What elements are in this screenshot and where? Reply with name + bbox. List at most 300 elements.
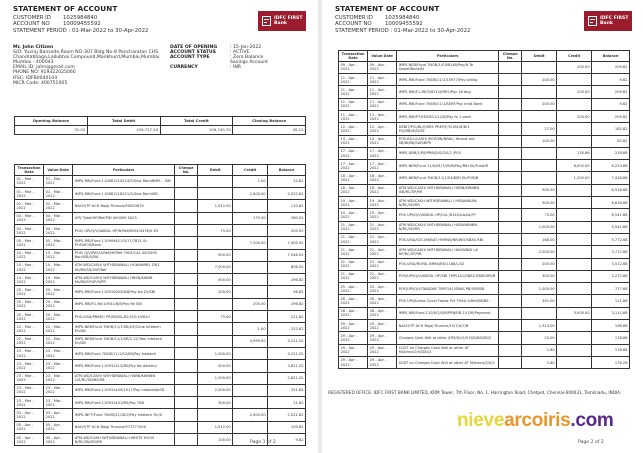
watermark-part2: arcoiris <box>504 410 571 431</box>
balance-cell: 7,046.02 <box>268 249 306 261</box>
debit-cell <box>198 188 233 200</box>
customer-micr: MICR Code: 400751005 <box>13 80 68 86</box>
particulars-cell: NACH/TP ACH Bajaj Finance/977277000 <box>73 421 175 433</box>
particulars-cell: IMPS-NEB/Fund 7NOB/11/1/S3/8/BI Sh/PCB/B <box>397 172 499 184</box>
debit-cell: 1.80 <box>522 344 557 356</box>
balance-cell: 6,516.68 <box>592 184 630 196</box>
table-row <box>339 233 630 245</box>
value-date-cell: 11 - Apr - 2022 <box>368 98 397 110</box>
cheque-no-cell <box>499 160 522 172</box>
credit-cell <box>233 311 268 323</box>
cheque-no-cell <box>499 98 522 110</box>
cheque-no-cell <box>499 283 522 295</box>
table-row <box>339 123 630 135</box>
credit-cell: 2,000.00 <box>233 188 268 200</box>
table-row <box>339 98 630 110</box>
period-label: STATEMENT PERIOD <box>13 27 67 34</box>
value-date-cell: 20 - Mar - 2022 <box>44 286 73 298</box>
bank-logo-icon <box>588 16 597 26</box>
value-date-cell: 05 - Mar - 2022 <box>44 237 73 249</box>
account-type-label: ACCOUNT TYPE <box>170 55 210 61</box>
balance-cell: 221.82 <box>268 311 306 323</box>
credit-cell <box>233 224 268 236</box>
transaction-date-cell: 23 - Mar - 2022 <box>15 397 44 409</box>
table-row <box>15 286 306 298</box>
balance-cell: 777.68 <box>592 283 630 295</box>
particulars-cell: NACH/TP ACH Bajaj Finance/15/7/A/7/B <box>397 320 499 332</box>
bank-logo <box>584 11 632 31</box>
cheque-no-cell <box>499 61 522 73</box>
customer-phone: PHONE NO: 919322025060 <box>13 70 76 76</box>
bank-logo <box>258 11 306 31</box>
summary-header: Opening Balance <box>15 117 88 126</box>
value-date-cell: 29 - Apr - 2022 <box>368 332 397 344</box>
value-date-cell: 23 - Mar - 2022 <box>44 397 73 409</box>
table-row <box>339 184 630 196</box>
cheque-no-cell <box>499 258 522 270</box>
transaction-date-cell: 19 - Apr - 2022 <box>339 197 368 209</box>
currency-label: CURRENCY <box>170 65 198 71</box>
account-status: : ACTIVE <box>230 50 250 56</box>
cheque-no-cell <box>499 123 522 135</box>
col-credit: Credit <box>233 165 268 176</box>
balance-cell: 110.62 <box>268 200 306 212</box>
cheque-no-cell <box>499 344 522 356</box>
value-date-cell: 01 - Mar - 2022 <box>44 188 73 200</box>
transaction-date-cell: 18 - Apr - 2022 <box>339 184 368 196</box>
balance-cell: 296.82 <box>268 274 306 286</box>
statement-meta <box>13 15 148 34</box>
credit-cell: 3,000.00 <box>557 307 592 319</box>
balance-cell: 205.92 <box>268 224 306 236</box>
cheque-no-cell <box>175 200 198 212</box>
debit-cell <box>522 86 557 98</box>
table-row <box>339 258 630 270</box>
debit-cell: 900.00 <box>198 249 233 261</box>
debit-cell: 500.00 <box>198 360 233 372</box>
balance-cell: 109.82 <box>268 421 306 433</box>
debit-cell <box>522 147 557 159</box>
transaction-date-cell: 22 - Mar - 2022 <box>15 335 44 347</box>
page-number: Page 1 of 2 <box>250 440 276 445</box>
value-date-cell: 20 - Mar - 2022 <box>44 311 73 323</box>
balance-cell: 296.82 <box>268 298 306 310</box>
debit-cell: 1,000.00 <box>198 372 233 384</box>
credit-cell <box>233 397 268 409</box>
debit-cell <box>198 409 233 421</box>
particulars-cell: ATM-WD/CASH/ WITHDRAWAL/ HAOWNDI LA NP/RC/SP/RR <box>397 246 499 258</box>
cheque-no-cell <box>175 237 198 249</box>
debit-cell <box>522 172 557 184</box>
table-row <box>15 175 306 187</box>
credit-cell <box>557 246 592 258</box>
balance-cell: 178.88 <box>592 332 630 344</box>
particulars-cell: IMPS-RIB/Fund 7NOB/11/1/SEEP/Pay Infot Bank <box>397 98 499 110</box>
balance-cell: 182.82 <box>592 123 630 135</box>
total-credit: 109,740.70 <box>160 126 233 135</box>
credit-cell <box>233 421 268 433</box>
balance-cell: 22.62 <box>268 175 306 187</box>
cheque-no-cell <box>175 212 198 224</box>
statement-title: STATEMENT OF ACCOUNT <box>335 4 440 13</box>
particulars-cell: ATM-WD/CASH WITHDRAWAL/ / HSBANKIAN N/RC/SD/RR <box>397 197 499 209</box>
balance-cell: 178.88 <box>592 344 630 356</box>
transaction-date-cell: 11 - Apr - 2022 <box>339 86 368 98</box>
credit-cell <box>233 372 268 384</box>
transaction-date-cell: 23 - Mar - 2022 <box>15 384 44 396</box>
table-row <box>339 344 630 356</box>
transactions-table-page-1 <box>14 164 306 446</box>
table-row <box>339 110 630 122</box>
particulars-cell: IMPS-RIB/Fund 7NOB/11/1/S2/BS/Pay Infotech <box>73 347 175 359</box>
debit-cell: 100.00 <box>198 434 233 446</box>
table-row <box>339 221 630 233</box>
transaction-date-cell: 21 - Apr - 2022 <box>339 258 368 270</box>
value-date-cell: 19 - Apr - 2022 <box>368 209 397 221</box>
value-date-cell: 28 - Apr - 2022 <box>368 307 397 319</box>
table-row <box>15 372 306 384</box>
cheque-no-cell <box>499 197 522 209</box>
statement-page-2 <box>322 0 643 453</box>
balance-cell: 222.82 <box>268 323 306 335</box>
credit-cell: 1.00 <box>233 175 268 187</box>
table-row <box>339 356 630 368</box>
transaction-date-cell: 18 - Apr - 2022 <box>339 172 368 184</box>
transaction-date-cell: 05 - Apr - 2022 <box>15 421 44 433</box>
cheque-no-cell <box>499 356 522 368</box>
debit-cell: 200.00 <box>522 258 557 270</box>
credit-cell <box>233 384 268 396</box>
credit-cell <box>557 344 592 356</box>
transaction-date-cell: 04 - Mar - 2022 <box>15 224 44 236</box>
cheque-no-cell <box>175 434 198 446</box>
value-date-cell: 19 - Apr - 2022 <box>368 197 397 209</box>
table-row <box>339 197 630 209</box>
cheque-no-cell <box>499 147 522 159</box>
debit-cell: 2,500.00 <box>198 384 233 396</box>
value-date-cell: 18 - Apr - 2022 <box>368 184 397 196</box>
balance-cell: 3,821.02 <box>268 360 306 372</box>
cheque-no-cell <box>175 335 198 347</box>
cheque-no-cell <box>175 311 198 323</box>
value-date-cell: 03 - Apr - 2022 <box>44 409 73 421</box>
balance-cell: 280.92 <box>268 212 306 224</box>
value-date-cell: 10 - Mar - 2022 <box>44 261 73 273</box>
debit-cell <box>522 110 557 122</box>
credit-cell <box>233 347 268 359</box>
credit-cell <box>557 320 592 332</box>
transaction-date-cell: 01 - Mar - 2022 <box>15 188 44 200</box>
col-balance: Balance <box>592 51 630 62</box>
customer-id: 1025984840 <box>63 15 98 21</box>
transaction-date-cell: 29 - Apr - 2022 <box>339 332 368 344</box>
balance-cell: 6,223.68 <box>592 160 630 172</box>
summary-header: Total Credit <box>160 117 233 126</box>
currency: : INR <box>230 65 241 71</box>
credit-cell <box>557 184 592 196</box>
debit-cell: 1,000.00 <box>198 347 233 359</box>
balance-cell: 3,111.68 <box>592 307 630 319</box>
particulars-cell: IMPS-RIB/Fund 110881218221/5/Siva Ram/ISB <box>73 188 175 200</box>
credit-cell: 7,200.00 <box>233 237 268 249</box>
value-date-cell: 11 - Apr - 2022 <box>368 110 397 122</box>
customer-name: Mr. John Citizen <box>13 45 54 50</box>
balance-cell: 5,221.02 <box>268 335 306 347</box>
value-date-cell: 12 - Apr - 2022 <box>368 123 397 135</box>
customer-address-block <box>13 45 163 86</box>
particulars-cell: IMPS-RIB/Fund 110881214214/5/Siva Ram/BNPL - ISB <box>73 175 175 187</box>
value-date-cell: 29 - Apr - 2022 <box>368 320 397 332</box>
balance-cell: 6,541.68 <box>592 209 630 221</box>
credit-cell <box>233 360 268 372</box>
cheque-no-cell <box>175 298 198 310</box>
credit-cell <box>557 74 592 86</box>
col-cheque-no: Cheque No. <box>499 51 522 62</box>
credit-cell: 200.00 <box>557 61 592 73</box>
transaction-date-cell: 21 - Apr - 2022 <box>339 233 368 245</box>
value-date-cell: 21 - Apr - 2022 <box>368 258 397 270</box>
transaction-date-cell: 29 - Apr - 2022 <box>339 320 368 332</box>
table-row <box>15 274 306 286</box>
table-row <box>339 320 630 332</box>
cheque-no-cell <box>499 233 522 245</box>
table-row <box>15 298 306 310</box>
col-cheque-no: Cheque No. <box>175 165 198 176</box>
credit-cell <box>557 221 592 233</box>
account-no-label: ACCOUNT NO <box>13 21 50 28</box>
table-row <box>339 160 630 172</box>
particulars-cell: IMPS-NEB/Fund 7NOB/1/F/88148/Pay/N Te Sweet/Bank/N <box>397 61 499 73</box>
value-date-cell: 18 - Apr - 2022 <box>368 172 397 184</box>
debit-cell <box>198 298 233 310</box>
balance-cell: 2,022.62 <box>268 188 306 200</box>
date-of-opening: : 15-Jan-2022 <box>230 45 262 50</box>
table-row <box>15 224 306 236</box>
table-row <box>15 397 306 409</box>
particulars-cell: IMPS-DRB/1/P8/PRB/D/S/S/S/2 /P05 <box>397 147 499 159</box>
value-date-cell: 23 - Mar - 2022 <box>44 360 73 372</box>
debit-cell: 20.00 <box>522 332 557 344</box>
transaction-date-cell: 17 - Apr - 2022 <box>339 147 368 159</box>
transaction-date-cell: 23 - Mar - 2022 <box>15 347 44 359</box>
registered-office-note: REGISTERED OFFICE: IDFC FIRST BANK LIMITED, KRM Tower, 7th Floor, No. 1, Harrington Road, Chetpet, Chennai-600031, Tamilnadu, INDIA. <box>328 390 622 395</box>
value-date-cell: 20 - Mar - 2022 <box>44 298 73 310</box>
transaction-date-cell: 22 - Mar - 2022 <box>15 323 44 335</box>
particulars-cell: ATM-WD/CASH/ WITHDRAWAL/ HBSN/KWNB Mr/BS/SP/SP/S/PR <box>73 274 175 286</box>
transaction-date-cell: 14 - Mar - 2022 <box>15 274 44 286</box>
bank-logo-line2: Bank <box>274 21 287 26</box>
value-date-cell: 23 - Mar - 2022 <box>44 372 73 384</box>
balance-cell: 209.82 <box>592 86 630 98</box>
particulars-cell: ATM-WD/CASH/ WITHDRAWAL/ HGNANRB1 DR1 Mr/BS/SD/2SP/Ref <box>73 261 175 273</box>
debit-cell <box>522 160 557 172</box>
particulars-cell: POS-BILL/CASH/ IRCR/SB/NRAL/ Hband-ord SB/BI/BK/SAR/BPR <box>397 135 499 147</box>
value-date-cell: 09 - Apr - 2022 <box>368 61 397 73</box>
table-row <box>15 421 306 433</box>
particulars-cell: IMPS-NEB/Fund 11/0/81/7/09/B/Pay/RBI Sh/Fund/B <box>397 160 499 172</box>
col-transaction-date: Transaction Date <box>15 165 44 176</box>
col-credit: Credit <box>557 51 592 62</box>
balance-cell: 7,416.68 <box>592 172 630 184</box>
value-date-cell: 22 - Mar - 2022 <box>44 323 73 335</box>
particulars-cell: IMPS-RIB/Fund 110910003/8/8/Pay No Dr/SBI <box>73 286 175 298</box>
col-particulars: Particulars <box>73 165 175 176</box>
balance-cell: 209.82 <box>592 61 630 73</box>
bank-logo-line2: Bank <box>600 21 613 26</box>
credit-cell <box>557 356 592 368</box>
customer-id-label: CUSTOMER ID <box>335 15 373 21</box>
particulars-cell: DEBIT/PCI/BL/0/SRS PREP/F/0/181/8/B/1 P/S/RBI/E/D/SE <box>397 123 499 135</box>
cheque-no-cell <box>175 409 198 421</box>
table-row <box>15 261 306 273</box>
debit-cell <box>198 323 233 335</box>
debit-cell: 1,000.00 <box>522 283 557 295</box>
transaction-date-cell: 14 - Apr - 2022 <box>339 135 368 147</box>
customer-ifsc: IFSC: IDFB0040104 <box>13 75 58 81</box>
particulars-cell: SGST on Charges Cash Wdl at other AT M/Amnz/2/0/2 <box>397 356 499 368</box>
value-date-cell: 26 - Apr - 2022 <box>368 295 397 307</box>
balance-cell: 21.82 <box>268 397 306 409</box>
transaction-date-cell: 12 - Apr - 2022 <box>339 123 368 135</box>
particulars-cell: IMPS-RIB/Fund 7NOB/11/1/10977/Pay billing <box>397 74 499 86</box>
balance-cell: 82.82 <box>592 135 630 147</box>
credit-cell <box>557 209 592 221</box>
credit-cell: 2,000.00 <box>233 409 268 421</box>
particulars-cell: IMPS-RIB/Fund 110/0/2/S/B/PRB/RB-15 DR/Payment <box>397 307 499 319</box>
balance-cell: 9.82 <box>268 434 306 446</box>
particulars-cell: ATM-WD/CASH/ WITHDRAWAL/ HSBN/KWNBN ISB/RC/SP/RR <box>397 184 499 196</box>
table-row <box>15 237 306 249</box>
value-date-cell: 21 - Apr - 2022 <box>368 221 397 233</box>
balance-cell: 2,821.02 <box>268 372 306 384</box>
particulars-cell: IMPS-RIB/Fund 110931413/BS/Pay No dathery <box>73 360 175 372</box>
balance-cell: 2,021.82 <box>268 409 306 421</box>
value-date-cell: 04 - Mar - 2022 <box>44 212 73 224</box>
value-date-cell: 01 - Mar - 2022 <box>44 175 73 187</box>
debit-cell: 391.00 <box>522 295 557 307</box>
balance-cell: 4,221.02 <box>268 347 306 359</box>
balance-cell: 6,616.68 <box>592 197 630 209</box>
table-row <box>15 409 306 421</box>
credit-cell: 200.00 <box>233 298 268 310</box>
account-status-label: ACCOUNT STATUS <box>170 50 216 56</box>
balance-cell: 321.84 <box>268 384 306 396</box>
cheque-no-cell <box>499 74 522 86</box>
debit-cell <box>198 335 233 347</box>
cheque-no-cell <box>175 188 198 200</box>
bank-logo-icon <box>262 16 271 26</box>
cheque-no-cell <box>175 360 198 372</box>
period-label: STATEMENT PERIOD <box>335 27 389 34</box>
cheque-no-cell <box>499 246 522 258</box>
table-row <box>15 188 306 200</box>
credit-cell <box>233 261 268 273</box>
balance-cell: 9.82 <box>592 98 630 110</box>
table-row <box>339 61 630 73</box>
cheque-no-cell <box>175 323 198 335</box>
balance-cell: 176.28 <box>592 356 630 368</box>
table-row <box>15 212 306 224</box>
table-row <box>15 347 306 359</box>
table-row <box>339 147 630 159</box>
balance-cell: 3,772.68 <box>592 246 630 258</box>
value-date-cell: 23 - Mar - 2022 <box>44 347 73 359</box>
table-row <box>339 172 630 184</box>
customer-address: S/O: Yuvraj Bansode,Room NO-307 Bldg No-8 Pancharatan CHS Chandrabhaga,Lallubhai Compound,Mankhurd,Mumbai,Mumbai Mumbai - 400043 <box>13 50 160 66</box>
balance-cell: 9.82 <box>592 74 630 86</box>
credit-cell: 6,005.00 <box>557 160 592 172</box>
transaction-date-cell: 20 - Mar - 2022 <box>15 286 44 298</box>
cheque-no-cell <box>175 224 198 236</box>
credit-cell <box>557 197 592 209</box>
particulars-cell: IMPS-NEB/Fund 7NOB/11/1/SB/25/Chue Infotech Fin/SB <box>73 323 175 335</box>
balance-cell: 5,772.68 <box>592 233 630 245</box>
credit-cell <box>557 98 592 110</box>
cheque-no-cell <box>499 86 522 98</box>
account-no: 10009455592 <box>385 21 423 28</box>
debit-cell: 1,000.00 <box>522 221 557 233</box>
credit-cell <box>557 123 592 135</box>
summary-table <box>14 116 306 135</box>
table-row <box>339 270 630 282</box>
particulars-cell: IMPS-RIB/PT-RES/811/12/B/Pay fo 1 pank <box>397 110 499 122</box>
cheque-no-cell <box>175 421 198 433</box>
debit-cell: 7,000.00 <box>198 261 233 273</box>
value-date-cell: 05 - Apr - 2022 <box>44 421 73 433</box>
debit-cell: 900.00 <box>522 184 557 196</box>
account-no: 10009455592 <box>63 21 101 28</box>
page-number: Page 2 of 2 <box>578 440 604 445</box>
cheque-no-cell <box>499 209 522 221</box>
cheque-no-cell <box>175 175 198 187</box>
statement-title: STATEMENT OF ACCOUNT <box>13 4 118 13</box>
table-row <box>339 283 630 295</box>
transaction-date-cell: 17 - Apr - 2022 <box>339 160 368 172</box>
account-type-cont: Savings Account <box>230 60 268 66</box>
particulars-cell: POS/ Q/V/PAY/U/Ref/HP/Ref 7905/1A1 06/2095 Bon/ISB/S/BIL <box>73 249 175 261</box>
credit-cell <box>557 283 592 295</box>
balance-cell: 111.68 <box>592 295 630 307</box>
credit-cell: 4,999.00 <box>233 335 268 347</box>
particulars-cell: Charges Cash Wdl at other ATM/Dr/2/9 D/D/BS/SB/2 <box>397 332 499 344</box>
watermark <box>457 410 614 432</box>
transaction-date-cell: 21 - Apr - 2022 <box>339 221 368 233</box>
particulars-cell: POS-VISA/PRIME/ PR/SBI/SL/8119/119/810 <box>73 311 175 323</box>
debit-cell: 1,912.00 <box>198 200 233 212</box>
transaction-date-cell: 10 - Mar - 2022 <box>15 261 44 273</box>
transaction-date-cell: 03 - Apr - 2022 <box>15 409 44 421</box>
debit-cell: 1,912.00 <box>198 421 233 433</box>
cheque-no-cell <box>499 270 522 282</box>
cheque-no-cell <box>175 372 198 384</box>
debit-cell: 500.00 <box>198 274 233 286</box>
statement-period: : 01-Mar-2022 to 30-Apr-2022 <box>68 27 149 34</box>
table-row <box>15 335 306 347</box>
col-debit: Debit <box>522 51 557 62</box>
cheque-no-cell <box>175 274 198 286</box>
transaction-date-cell: 28 - Apr - 2022 <box>339 307 368 319</box>
cheque-no-cell <box>499 110 522 122</box>
customer-email: EMAIL ID: john@gmail.com <box>13 65 75 71</box>
total-debit: 109,717.20 <box>87 126 160 135</box>
value-date-cell: 17 - Apr - 2022 <box>368 160 397 172</box>
debit-cell: 200.00 <box>522 98 557 110</box>
debit-cell: 100.00 <box>522 135 557 147</box>
table-row <box>339 246 630 258</box>
debit-cell <box>522 61 557 73</box>
credit-cell <box>557 233 592 245</box>
balance-cell: 198.68 <box>592 320 630 332</box>
